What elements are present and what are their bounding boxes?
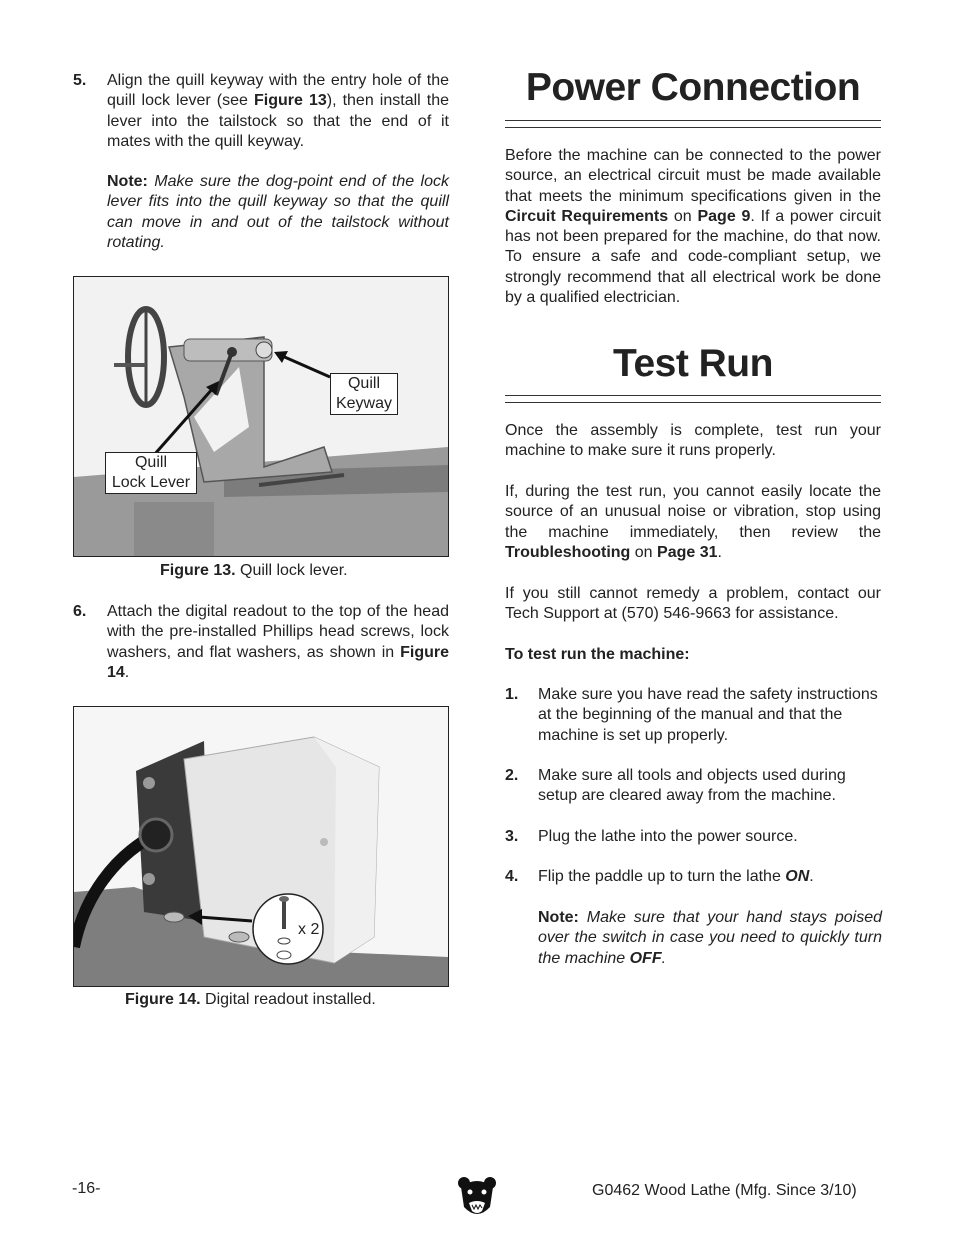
- test-step-4: 4. Flip the paddle up to turn the lathe ON.: [505, 868, 814, 885]
- test-run-paragraph-2: If, during the test run, you cannot easily locate the source of an unusual noise or vibration, stop using the machine immediately, then review the Troubleshooting on Page 31.: [505, 483, 881, 561]
- test-step-1: 1. Make sure you have read the safety instructions at the beginning of the manual and that the machine is set up properly.: [505, 686, 878, 744]
- step-note: Note: Make sure the dog-point end of the lock lever fits into the quill keyway so that the quill can move in and out of the tailstock without rotating.: [107, 173, 450, 252]
- tailstock-illustration: [74, 277, 448, 556]
- manual-title: G0462 Wood Lathe (Mfg. Since 3/10): [592, 1182, 857, 1199]
- figure-13-image: [73, 276, 449, 557]
- step-number: 5.: [73, 72, 87, 89]
- power-connection-paragraph: Before the machine can be connected to the power source, an electrical circuit must be made available that meets the minimum specifications given in the Circuit Requirements on Page 9. If a power circuit has not been prepared for the machine, do that now. To ensure a safe and code-compliant setup, we strongly recommend that all electrical work be done by a qualified electrician.: [505, 147, 882, 307]
- section-rule: [505, 395, 881, 403]
- test-run-subheading: To test run the machine:: [505, 646, 690, 663]
- test-run-note: Note: Make sure that your hand stays poised over the switch in case you need to quickly turn the machine OFF.: [538, 909, 882, 967]
- step-text: Align the quill keyway with the entry hole of the quill lock lever (see Figure 13), then install the lever into the tailstock so that the end of it mates with the quill keyway.: [107, 72, 450, 150]
- power-connection-heading: Power Connection: [525, 66, 861, 109]
- figure-13-caption: Figure 13. Quill lock lever.: [160, 562, 348, 579]
- section-rule: [505, 120, 881, 128]
- test-step-3: 3. Plug the lathe into the power source.: [505, 828, 798, 845]
- test-run-heading: Test Run: [613, 342, 773, 385]
- callout-quill-keyway: Quill Keyway: [330, 373, 398, 415]
- figure-14-caption: Figure 14. Digital readout installed.: [125, 991, 376, 1008]
- test-run-paragraph-1: Once the assembly is complete, test run your machine to make sure it runs properly.: [505, 422, 881, 460]
- bear-logo-icon: [457, 1175, 497, 1221]
- step-text: Attach the digital readout to the top of the head with the pre-installed Phillips head screws, lock washers, and flat washers, as shown in Figure 14.: [107, 603, 449, 681]
- digital-readout-illustration: [74, 707, 448, 986]
- page-number: -16-: [72, 1180, 101, 1197]
- step-5: [73, 71, 449, 253]
- figure-reference: Figure 14: [107, 643, 449, 681]
- hardware-quantity-label: x 2: [298, 921, 320, 938]
- test-step-2: 2. Make sure all tools and objects used during setup are cleared away from the machine.: [505, 767, 846, 805]
- step-6: [73, 602, 449, 683]
- figure-reference: Figure 13: [253, 92, 327, 110]
- figure-14-image: [73, 706, 449, 987]
- test-run-paragraph-3: If you still cannot remedy a problem, contact our Tech Support at (570) 546-9663 for assistance.: [505, 585, 881, 623]
- step-number: 6.: [73, 603, 87, 620]
- callout-quill-lock-lever: Quill Lock Lever: [105, 452, 197, 494]
